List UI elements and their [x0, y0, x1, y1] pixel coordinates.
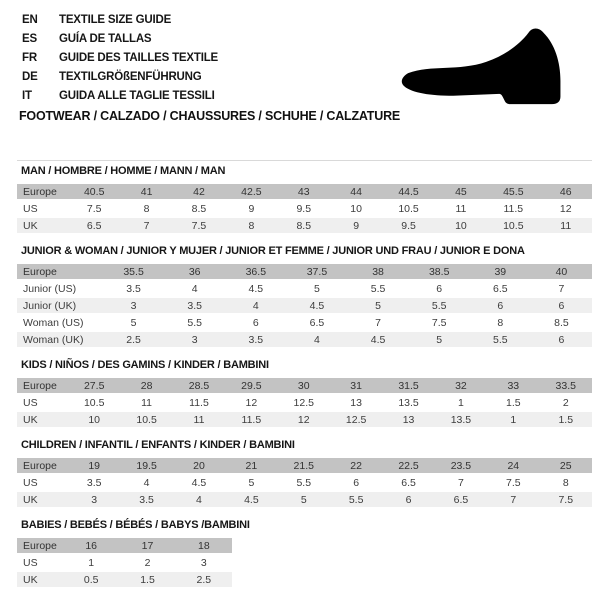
size-cell: 21 [225, 458, 277, 473]
size-cell: 0.5 [63, 572, 119, 587]
man-size-table [17, 182, 592, 235]
size-cell: 12 [559, 202, 572, 215]
section-title-kids: KIDS / NIÑOS / DES GAMINS / KINDER / BAMBINI [21, 359, 269, 371]
row-label: Junior (US) [23, 282, 77, 295]
section-man [17, 165, 592, 235]
size-cell: 6.5 [435, 492, 487, 507]
children-size-table [17, 456, 592, 509]
size-cell: 18 [176, 538, 232, 553]
size-cell: 13.5 [398, 396, 419, 409]
size-cell: 3.5 [225, 332, 286, 347]
size-cell: 5.5 [370, 282, 386, 295]
size-cell: 4 [173, 492, 225, 507]
size-table-header-row [17, 378, 592, 393]
size-cell: 4 [225, 298, 286, 313]
section-title-children: CHILDREN / INFANTIL / ENFANTS / KINDER / BAMBINI [21, 439, 295, 451]
language-row-it [22, 87, 218, 106]
size-cell: 5.5 [470, 332, 531, 347]
size-cell: 40.5 [68, 184, 120, 199]
size-cell: 39 [470, 264, 531, 279]
size-cell: 13 [382, 412, 434, 427]
size-cell: 11.5 [225, 412, 277, 427]
size-cell: 28.5 [173, 378, 225, 393]
size-cell: 11 [173, 412, 225, 427]
size-cell: 2.5 [176, 572, 232, 587]
size-cell: 5.5 [330, 492, 382, 507]
size-cell: 10.5 [120, 412, 172, 427]
row-label: UK [17, 492, 68, 507]
size-cell: 21.5 [278, 458, 330, 473]
section-children [17, 439, 592, 509]
size-cell: 24 [487, 458, 539, 473]
size-cell: 12 [278, 412, 330, 427]
size-cell: 9.5 [296, 202, 312, 215]
size-cell: 32 [435, 378, 487, 393]
size-table-row [17, 201, 592, 216]
size-cell: 8.5 [191, 202, 207, 215]
size-cell: 10.5 [83, 396, 105, 409]
size-cell: 8.5 [278, 218, 330, 233]
row-label: Europe [17, 378, 68, 393]
language-label: GUÍA DE TALLAS [59, 33, 152, 45]
size-cell: 5.5 [296, 476, 312, 489]
size-cell: 44.5 [382, 184, 434, 199]
size-cell: 6.5 [493, 282, 508, 295]
section-title-man: MAN / HOMBRE / HOMME / MANN / MAN [21, 165, 226, 177]
size-cell: 8 [143, 202, 150, 215]
kids-size-table [17, 376, 592, 429]
size-cell: 5 [278, 492, 330, 507]
size-cell: 6.5 [68, 218, 120, 233]
size-table-row [17, 412, 592, 427]
size-cell: 8 [225, 218, 277, 233]
language-code: EN [22, 14, 38, 26]
size-cell: 3 [200, 556, 207, 569]
size-cell: 9.5 [382, 218, 434, 233]
size-cell: 6 [252, 316, 259, 329]
row-label: US [23, 476, 38, 489]
size-cell: 36.5 [225, 264, 286, 279]
size-cell: 12 [245, 396, 258, 409]
size-cell: 10.5 [487, 218, 539, 233]
size-table-row [17, 218, 592, 233]
size-cell: 6 [531, 298, 592, 313]
row-label: Europe [17, 264, 103, 279]
size-cell: 5 [130, 316, 137, 329]
size-cell: 4.5 [225, 492, 277, 507]
size-cell: 31.5 [382, 378, 434, 393]
size-cell: 3 [103, 298, 164, 313]
section-title-junior-woman: JUNIOR & WOMAN / JUNIOR Y MUJER / JUNIOR ET FEMME / JUNIOR UND FRAU / JUNIOR E DONA [21, 245, 525, 257]
size-cell: 5 [248, 476, 255, 489]
section-kids [17, 359, 592, 429]
row-label: Junior (UK) [17, 298, 103, 313]
size-cell: 23.5 [435, 458, 487, 473]
size-cell: 33 [487, 378, 539, 393]
size-cell: 11 [141, 396, 153, 409]
size-cell: 42.5 [225, 184, 277, 199]
size-cell: 22.5 [382, 458, 434, 473]
size-cell: 5.5 [409, 298, 470, 313]
size-cell: 7.5 [540, 492, 592, 507]
size-cell: 2.5 [103, 332, 164, 347]
size-cell: 35.5 [103, 264, 164, 279]
language-label: TEXTILE SIZE GUIDE [59, 14, 172, 26]
size-cell: 1.5 [119, 572, 175, 587]
size-cell: 46 [540, 184, 592, 199]
size-table-header-row [17, 184, 592, 199]
section-babies [17, 519, 592, 589]
language-label: GUIDE DES TAILLES TEXTILE [59, 52, 218, 64]
size-cell: 16 [63, 538, 119, 553]
size-cell: 40 [531, 264, 592, 279]
section-junior-woman [17, 245, 592, 349]
size-cell: 7.5 [431, 316, 447, 329]
size-table-header-row [17, 458, 592, 473]
row-label: Woman (US) [23, 316, 84, 329]
size-cell: 44 [330, 184, 382, 199]
size-cell: 41 [120, 184, 172, 199]
language-label: GUIDA ALLE TAGLIE TESSILI [59, 90, 215, 102]
size-table-row [17, 572, 232, 587]
row-label: US [23, 556, 38, 569]
size-cell: 4.5 [286, 298, 347, 313]
language-header [22, 11, 218, 106]
size-cell: 7.5 [506, 476, 521, 489]
junior-woman-size-table [17, 262, 592, 349]
size-cell: 10 [435, 218, 487, 233]
size-cell: 3.5 [86, 476, 102, 489]
size-cell: 43 [278, 184, 330, 199]
size-cell: 9 [248, 202, 255, 215]
size-cell: 27.5 [68, 378, 120, 393]
size-table-header-row [17, 538, 232, 553]
size-cell: 1 [487, 412, 539, 427]
size-cell: 4 [286, 332, 347, 347]
size-cell: 3.5 [126, 282, 141, 295]
size-table-row [17, 492, 592, 507]
size-cell: 37.5 [286, 264, 347, 279]
size-cell: 45.5 [487, 184, 539, 199]
size-cell: 7.5 [173, 218, 225, 233]
size-cell: 31 [330, 378, 382, 393]
size-cell: 10.5 [398, 202, 419, 215]
size-cell: 6 [531, 332, 592, 347]
size-cell: 1 [458, 396, 464, 409]
size-cell: 1.5 [540, 412, 592, 427]
size-cell: 19.5 [120, 458, 172, 473]
size-cell: 38.5 [409, 264, 470, 279]
size-cell: 30 [278, 378, 330, 393]
size-cell: 5 [409, 332, 470, 347]
row-label: UK [17, 572, 63, 587]
language-code: IT [22, 90, 32, 102]
size-cell: 3 [68, 492, 120, 507]
size-cell: 38 [348, 264, 409, 279]
language-code: FR [22, 52, 37, 64]
language-label: TEXTILGRÖßENFÜHRUNG [59, 71, 202, 83]
size-cell: 11 [540, 218, 592, 233]
size-table-row [17, 298, 592, 313]
size-cell: 12.5 [293, 396, 314, 409]
size-cell: 4.5 [248, 282, 264, 295]
size-cell: 3.5 [120, 492, 172, 507]
size-cell: 8 [497, 316, 504, 329]
size-cell: 9 [330, 218, 382, 233]
size-table-header-row [17, 264, 592, 279]
size-cell: 1.5 [506, 396, 521, 409]
size-cell: 7.5 [86, 202, 102, 215]
language-row-de [22, 68, 218, 87]
size-cell: 11.5 [503, 202, 524, 215]
size-cell: 12.5 [330, 412, 382, 427]
size-cell: 4 [143, 476, 150, 489]
size-cell: 7 [375, 316, 381, 329]
size-cell: 10 [68, 412, 120, 427]
size-cell: 42 [173, 184, 225, 199]
row-label: Europe [17, 458, 68, 473]
section-title-babies: BABIES / BEBÉS / BÉBÉS / BABYS /BAMBINI [21, 519, 250, 531]
size-cell: 20 [173, 458, 225, 473]
size-cell: 36 [164, 264, 225, 279]
size-cell: 11.5 [189, 396, 209, 409]
size-cell: 45 [435, 184, 487, 199]
size-cell: 1 [88, 556, 95, 569]
babies-size-table [17, 536, 232, 589]
size-cell: 10 [350, 202, 362, 215]
size-cell: 17 [119, 538, 175, 553]
size-cell: 25 [540, 458, 592, 473]
size-table-row [17, 332, 592, 347]
row-label: UK [17, 218, 68, 233]
size-cell: 2 [144, 556, 151, 569]
size-cell: 4 [191, 282, 198, 295]
size-cell: 3.5 [164, 298, 225, 313]
size-cell: 8.5 [554, 316, 569, 329]
language-code: DE [22, 71, 38, 83]
row-label: Europe [17, 538, 63, 553]
size-cell: 13 [350, 396, 362, 409]
size-cell: 3 [164, 332, 225, 347]
size-table-row [17, 475, 592, 490]
size-cell: 33.5 [540, 378, 592, 393]
row-label: Woman (UK) [17, 332, 103, 347]
size-cell: 19 [68, 458, 120, 473]
size-cell: 5 [348, 298, 409, 313]
row-label: Europe [17, 184, 68, 199]
size-cell: 4.5 [348, 332, 409, 347]
size-cell: 28 [120, 378, 172, 393]
size-cell: 7 [487, 492, 539, 507]
size-cell: 7 [120, 218, 172, 233]
row-label: UK [17, 412, 68, 427]
size-cell: 7 [458, 476, 464, 489]
size-cell: 8 [562, 476, 569, 489]
language-row-es [22, 30, 218, 49]
size-cell: 6 [470, 298, 531, 313]
language-row-fr [22, 49, 218, 68]
size-cell: 6.5 [309, 316, 325, 329]
size-table-row [17, 315, 592, 330]
size-cell: 4.5 [191, 476, 207, 489]
size-cell: 29.5 [225, 378, 277, 393]
size-table-row [17, 281, 592, 296]
size-table-row [17, 395, 592, 410]
size-cell: 11 [455, 202, 467, 215]
size-table-row [17, 555, 232, 570]
size-cell: 5 [314, 282, 320, 295]
size-cell: 2 [562, 396, 569, 409]
size-cell: 6 [382, 492, 434, 507]
size-cell: 6 [353, 476, 360, 489]
size-tables-area [17, 160, 592, 599]
size-cell: 6 [436, 282, 443, 295]
row-label: US [23, 396, 38, 409]
size-cell: 13.5 [435, 412, 487, 427]
row-label: US [23, 202, 38, 215]
language-row-en [22, 11, 218, 30]
language-code: ES [22, 33, 37, 45]
category-title: FOOTWEAR / CALZADO / CHAUSSURES / SCHUHE / CALZATURE [19, 109, 401, 123]
size-cell: 22 [330, 458, 382, 473]
size-cell: 6.5 [401, 476, 416, 489]
size-cell: 7 [558, 282, 565, 295]
size-cell: 5.5 [187, 316, 202, 329]
dress-shoe-icon [393, 13, 585, 107]
